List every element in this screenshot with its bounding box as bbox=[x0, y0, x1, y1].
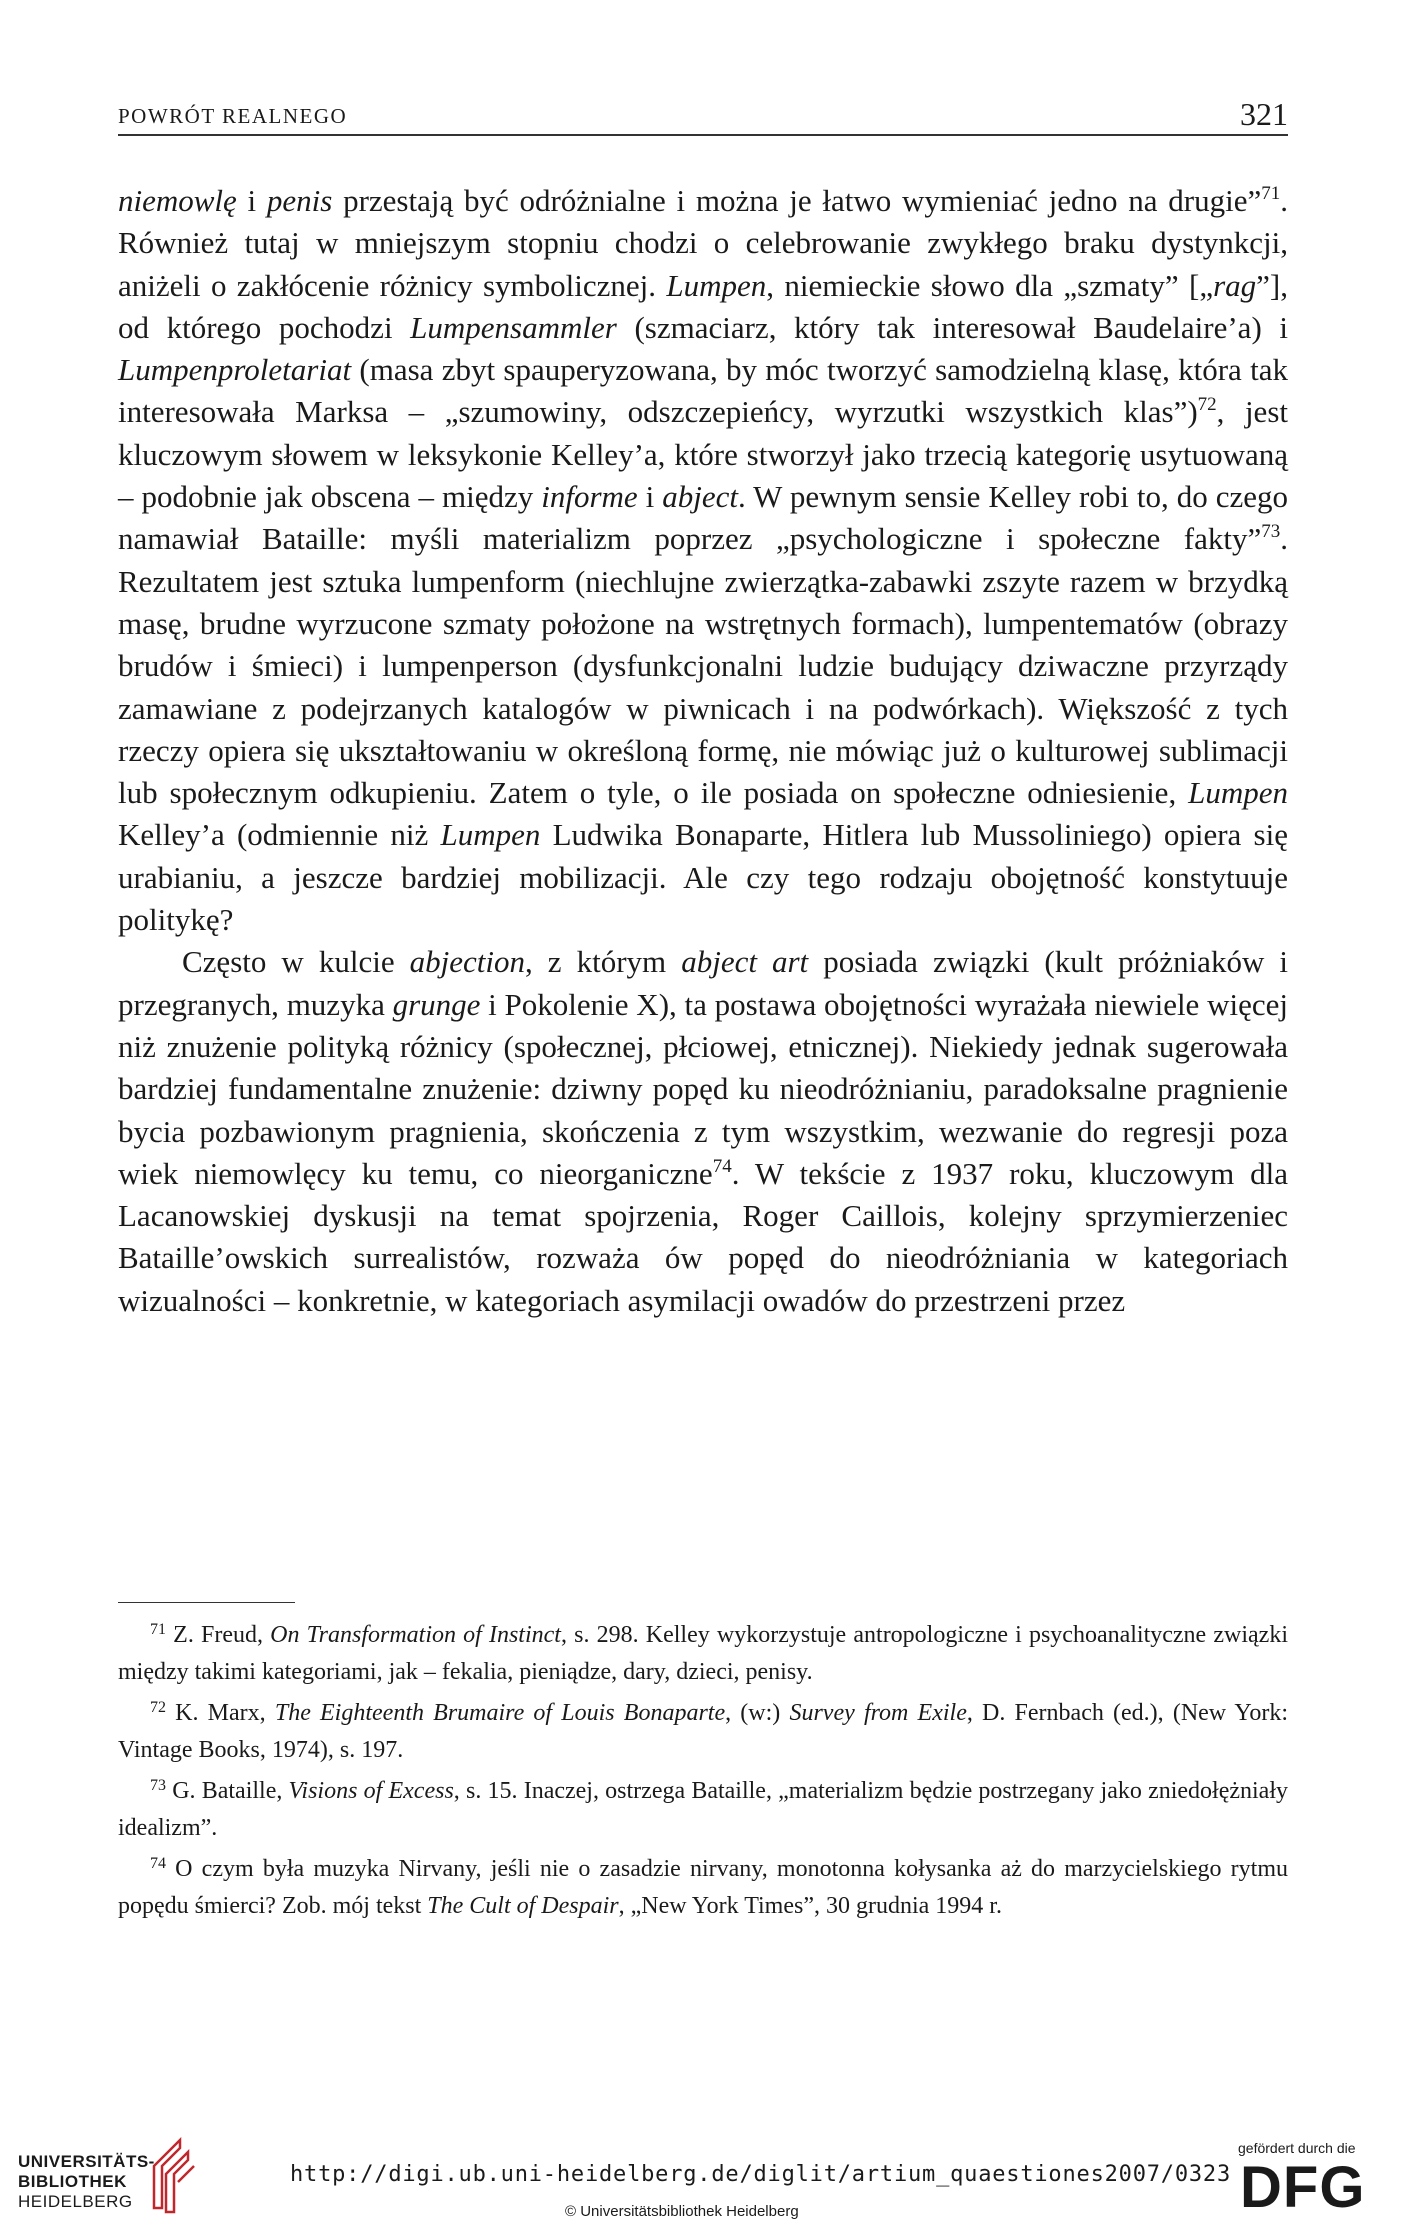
footnote-72: $^{72}$ K. Marx, The Eighteenth Brumaire of Louis Bonaparte, (w:) Survey from Exile, D. Fernbach (ed.), (New York: Vintage Books, 1974), s. 197. bbox=[118, 1699, 1289, 1763]
document-url-link[interactable]: http://digi.ub.uni-heidelberg.de/diglit/artium_quaestiones2007/0323 bbox=[290, 2162, 1232, 2187]
header-rule bbox=[118, 134, 1288, 136]
paragraph-2: Często w kulcie abjection, z którym abject art posiada związki (kult próżniaków i przegranych, muzyka grunge i Pokolenie X), ta postawa obojętności wyrażała niewiele więcej niż znużenie polityką różnicy (społecznej, płciowej, etnicznej). Niekiedy jednak sugerowała bardziej fundamentalne znużenie: dziwny popęd ku nieodróżnianiu, paradoksalne pragnienie bycia pozbawionym pragnienia, skończenia z tym wszystkim, wezwanie do regresji poza wiek niemowlęcy ku temu, co nieorganiczne$^{74}$. W tekście z 1937 roku, kluczowym dla Lacanowskiej dyskusji na temat spojrzenia, Roger Caillois, kolejny sprzymierzeniec Bataille’owskich surrealistów, rozważa ów popęd do nieodróżniania w kategoriach wizualności – konkretnie, w kategoriach asymilacji owadów do przestrzeni przez bbox=[118, 944, 1289, 1318]
page-number: 321 bbox=[1240, 96, 1288, 132]
dfg-logo: DFG bbox=[1240, 2155, 1366, 2220]
paragraph-1: niemowlę i penis przestają być odróżnialne i można je łatwo wymieniać jedno na drugie”$^{71}$. Również tutaj w mniejszym stopniu chodzi o celebrowanie zwykłego braku dystynkcji, aniżeli o zakłócenie różnicy symbolicznej. Lumpen, niemieckie słowo dla „szmaty” [„rag”], od którego pochodzi Lumpensammler (szmaciarz, który tak interesował Baudelaire’a) i Lumpenproletariat (masa zbyt spauperyzowana, by móc tworzyć samodzielną klasę, która tak interesowała Marksa – „szumowiny, odszczepieńcy, wyrzutki wszystkich klas”)$^{72}$, jest kluczowym słowem w leksykonie Kelley’a, które stworzył jako trzecią kategorię usytuowaną – podobnie jak obscena – między informe i abject. W pewnym sensie Kelley robi to, do czego namawiał Bataille: myśli materializm poprzez „psychologiczne i społeczne fakty”$^{73}$. Rezultatem jest sztuka lumpenform (niechlujne zwierzątka-zabawki zszyte razem w brzydką masę, brudne wyrzucone szmaty położone na wstrętnych formach), lumpentematów (obrazy brudów i śmieci) i lumpenperson (dysfunkcjonalni ludzie budujący dziwaczne przyrządy zamawiane z podejrzanych katalogów w piwnicach i na podwórkach). Większość z tych rzeczy opiera się ukształtowaniu w określoną formę, nie mówiąc już o kulturowej sublimacji lub społecznym odkupieniu. Zatem o tyle, o ile posiada on społeczne odniesienie, Lumpen Kelley’a (odmiennie niż Lumpen Ludwika Bonaparte, Hitlera lub Mussoliniego) opiera się urabianiu, a jeszcze bardziej mobilizacji. Ale czy tego rodzaju obojętność konstytuuje politykę? bbox=[118, 183, 1288, 938]
footnote-ref-71: 71 bbox=[1261, 183, 1281, 204]
footnote-ref-73: 73 bbox=[1261, 521, 1281, 543]
page-header bbox=[118, 96, 1288, 136]
footnote-rule bbox=[118, 1602, 295, 1603]
footnotes bbox=[118, 1617, 1288, 1929]
library-name: UNIVERSITÄTS- BIBLIOTHEK HEIDELBERG bbox=[18, 2152, 155, 2211]
footnote-74: $^{74}$ O czym była muzyka Nirvany, jeśli nie o zasadzie nirvany, monotonna kołysanka aż do marzycielskiego rytmu popędu śmierci? Zob. mój tekst The Cult of Despair, „New York Times”, 30 grudnia 1994 r. bbox=[118, 1855, 1288, 1919]
footnote-73: $^{73}$ G. Bataille, Visions of Excess, s. 15. Inaczej, ostrzega Bataille, „materializm będzie postrzegany jako zniedołężniały idealizm”. bbox=[118, 1777, 1289, 1841]
footnote-ref-74: 74 bbox=[712, 1155, 732, 1177]
digitization-footer bbox=[0, 2118, 1402, 2229]
footnote-ref-72: 72 bbox=[1197, 394, 1217, 416]
running-title: POWRÓT REALNEGO bbox=[118, 104, 348, 128]
funded-by-label: gefördert durch die bbox=[1238, 2140, 1356, 2156]
copyright-notice: © Universitätsbibliothek Heidelberg bbox=[565, 2203, 799, 2220]
library-logo-icon bbox=[150, 2136, 196, 2216]
footnote-71: $^{71}$ Z. Freud, On Transformation of Instinct, s. 298. Kelley wykorzystuje antropologiczne i psychoanalityczne związki między takimi kategoriami, jak – fekalia, pieniądze, dary, dzieci, penisy. bbox=[118, 1621, 1288, 1685]
main-text bbox=[118, 180, 1288, 1322]
